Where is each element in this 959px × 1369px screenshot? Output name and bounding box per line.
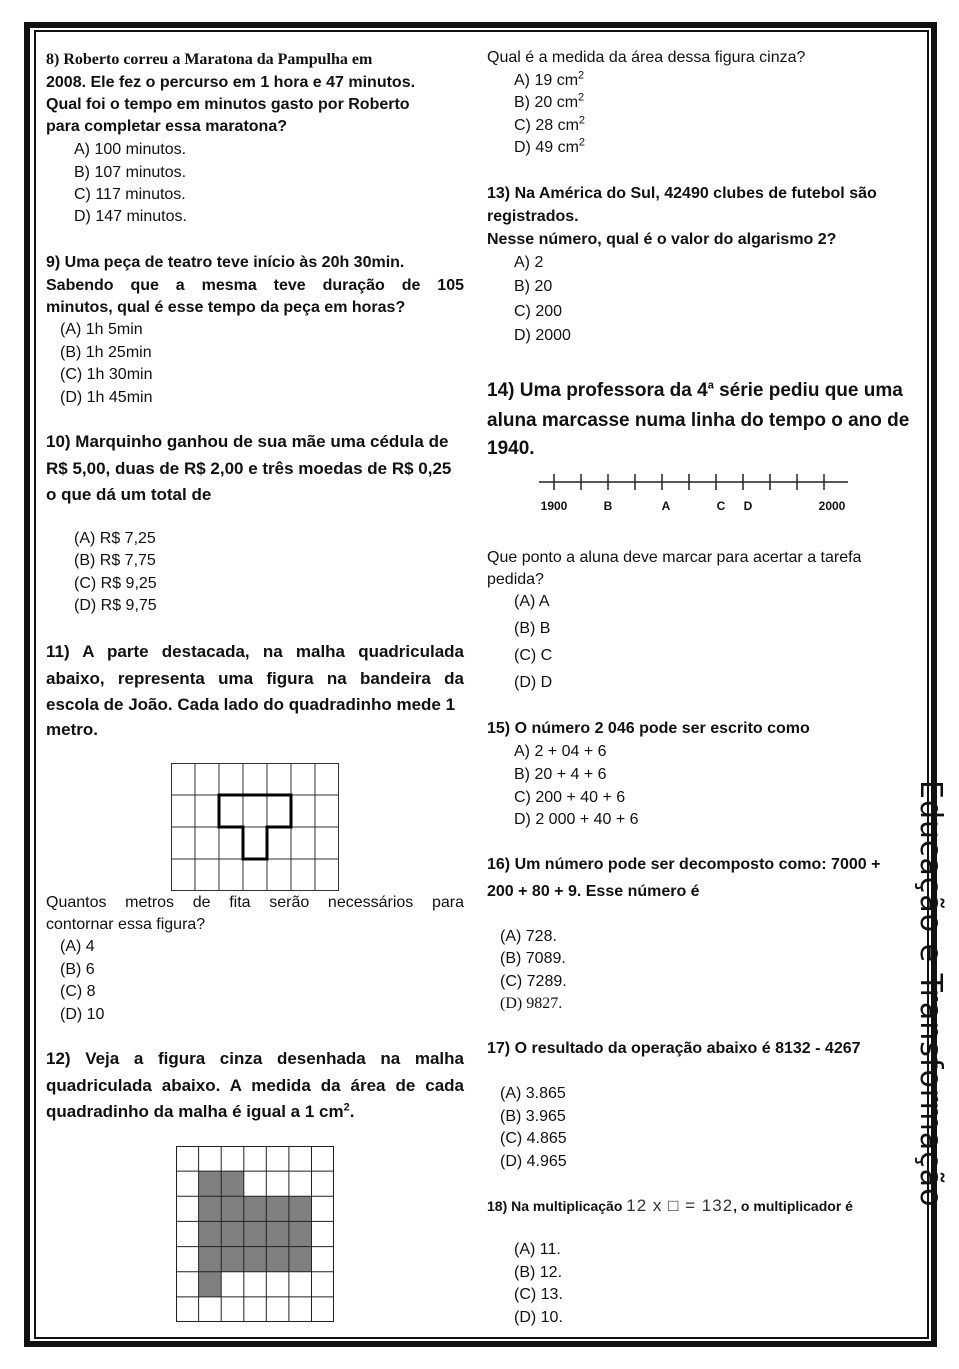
q18-expression: 12 x □ = 132 [626,1196,734,1215]
q12-prompt-line3 [46,1102,354,1122]
q18-option-a: (A) 11. [514,1241,561,1258]
q10-prompt-line1: 10) Marquinho ganhou de sua mãe uma cédula de [46,432,449,451]
q12-option-a-text: A) 19 cm [514,72,579,89]
q9-option-a: (A) 1h 5min [60,321,143,338]
q17-option-d: (D) 4.965 [500,1153,567,1170]
timeline-label-a: A [661,499,671,513]
q17-prompt: 17) O resultado da operação abaixo é 8132 - 4267 [487,1040,861,1057]
q13-prompt-line1: 13) Na América do Sul, 42490 clubes de futebol são [487,185,877,202]
q10-prompt-line2: R$ 5,00, duas de R$ 2,00 e três moedas de R$ 0,25 [46,459,452,478]
q11-grid-lines [171,763,339,891]
timeline-label-d: D [743,499,753,513]
q13-option-c: C) 200 [514,303,563,320]
q13-prompt-line3: Nesse número, qual é o valor do algarismo 2? [487,231,837,248]
q18-prompt-text: 18) Na multiplicação [487,1198,623,1214]
q17-option-c: (C) 4.865 [500,1130,567,1147]
q14-line1-sup: a [707,379,714,392]
timeline-label-1900: 1900 [540,499,568,513]
q9-option-c: (C) 1h 30min [60,366,153,383]
q12-grid-figure [176,1146,334,1322]
q12-option-a-sup: 2 [578,69,585,82]
timeline-label-2000: 2000 [818,499,846,513]
q12-option-d-sup: 2 [578,136,586,149]
q14-option-a: (A) A [514,593,550,610]
q9-prompt-line2: Sabendo que a mesma teve duração de 105 [46,277,464,294]
q18-option-b: (B) 12. [514,1264,563,1281]
q18-option-c: (C) 13. [514,1286,563,1303]
q12-option-b-sup: 2 [578,91,585,104]
q13-option-a: A) 2 [514,254,544,271]
q9-option-b: (B) 1h 25min [60,344,152,361]
q11-option-b: (B) 6 [60,961,95,978]
q9-option-d: (D) 1h 45min [60,389,153,406]
q18-prompt-end: , o multiplicador é [733,1198,853,1214]
q12-prompt-line4: Qual é a medida da área dessa figura cinza? [487,49,806,66]
q11-prompt-line5: Quantos metros de fita serão necessários para [46,894,464,911]
watermark-text: Educação e Transformação [913,780,948,1208]
q13-option-b: B) 20 [514,278,553,295]
q11-prompt-line2: abaixo, representa uma figura na bandeira da [46,669,464,688]
q12-option-c-text: C) 28 cm [514,117,579,134]
q10-option-d: (D) R$ 9,75 [74,597,157,614]
q11-option-d: (D) 10 [60,1006,105,1023]
q10-option-a: (A) R$ 7,25 [74,530,156,547]
q12-gray-shape [199,1171,312,1297]
q12-prompt-line2: quadriculada abaixo. A medida da área de cada [46,1076,464,1095]
q16-option-a: (A) 728. [500,928,557,945]
q11-grid-figure [171,763,339,891]
q15-option-a: A) 2 + 04 + 6 [514,743,607,760]
q8-prompt-line1: 8) Roberto correu a Maratona da Pampulha em [46,51,373,68]
q16-prompt-line1: 16) Um número pode ser decomposto como: 7000 + [487,856,881,873]
q14-timeline [534,468,854,514]
q14-line1-text: 14) Uma professora da 4 [487,380,708,401]
q12-option-c-sup: 2 [578,114,586,127]
q12-option-d-text: D) 49 cm [514,139,579,156]
q13-option-d: D) 2000 [514,327,571,344]
q12-option-a [514,71,584,91]
q14-option-c: (C) C [514,647,553,664]
q12-line3-sup: 2 [343,1101,350,1114]
q8-option-a: A) 100 minutos. [74,141,187,158]
q12-prompt-line1: 12) Veja a figura cinza desenhada na malha [46,1049,464,1068]
side-watermark [912,780,952,1340]
q13-prompt-line2: registrados. [487,208,579,225]
timeline-label-c: C [716,499,726,513]
q17-option-b: (B) 3.965 [500,1108,566,1125]
q15-option-b: B) 20 + 4 + 6 [514,766,607,783]
q8-prompt-line4: para completar essa maratona? [46,118,287,135]
q14-prompt-line3: 1940. [487,438,535,459]
q12-option-d [514,138,585,158]
q15-option-c: C) 200 + 40 + 6 [514,789,626,806]
q8-option-b: B) 107 minutos. [74,164,187,181]
q16-option-d: (D) 9827. [500,995,563,1012]
q16-option-b: (B) 7089. [500,950,566,967]
q14-option-b: (B) B [514,620,551,637]
q12-option-b-text: B) 20 cm [514,94,579,111]
q17-option-a: (A) 3.865 [500,1085,566,1102]
q16-prompt-line2: 200 + 80 + 9. Esse número é [487,883,700,900]
q14-prompt-line2: aluna marcasse numa linha do tempo o ano de [487,410,910,431]
q18-prompt [487,1196,853,1216]
q9-prompt-line3: minutos, qual é esse tempo da peça em horas? [46,299,406,316]
q12-line3-end: . [349,1102,355,1121]
q14-option-d: (D) D [514,674,553,691]
q10-option-b: (B) R$ 7,75 [74,552,156,569]
q10-option-c: (C) R$ 9,25 [74,575,157,592]
q11-prompt-line3: escola de João. Cada lado do quadradinho mede 1 [46,695,456,714]
q12-option-c [514,116,585,136]
q9-prompt-line1: 9) Uma peça de teatro teve início às 20h 30min. [46,254,405,271]
q11-prompt-line6: contornar essa figura? [46,916,206,933]
q15-option-d: D) 2 000 + 40 + 6 [514,811,639,828]
q18-option-d: (D) 10. [514,1309,563,1326]
q14-line1-end: série pediu que uma [713,380,903,401]
q11-option-a: (A) 4 [60,938,95,955]
q8-prompt-line3: Qual foi o tempo em minutos gasto por Roberto [46,96,410,113]
q8-option-c: C) 117 minutos. [74,186,186,203]
q16-option-c: (C) 7289. [500,973,567,990]
q12-line3-text: quadradinho da malha é igual a 1 cm [46,1102,344,1121]
q12-option-b [514,93,584,113]
q8-option-d: D) 147 minutos. [74,208,187,225]
q11-prompt-line4: metro. [46,720,98,739]
q15-prompt: 15) O número 2 046 pode ser escrito como [487,720,810,737]
q14-prompt-line5: pedida? [487,571,544,588]
q11-option-c: (C) 8 [60,983,96,1000]
q14-prompt-line1 [487,379,903,403]
q11-prompt-line1: 11) A parte destacada, na malha quadriculada [46,642,464,661]
q14-prompt-line4: Que ponto a aluna deve marcar para acertar a tarefa [487,549,862,566]
q8-prompt-line2: 2008. Ele fez o percurso em 1 hora e 47 minutos. [46,74,416,91]
timeline-label-b: B [603,499,613,513]
q10-prompt-line3: o que dá um total de [46,485,212,504]
